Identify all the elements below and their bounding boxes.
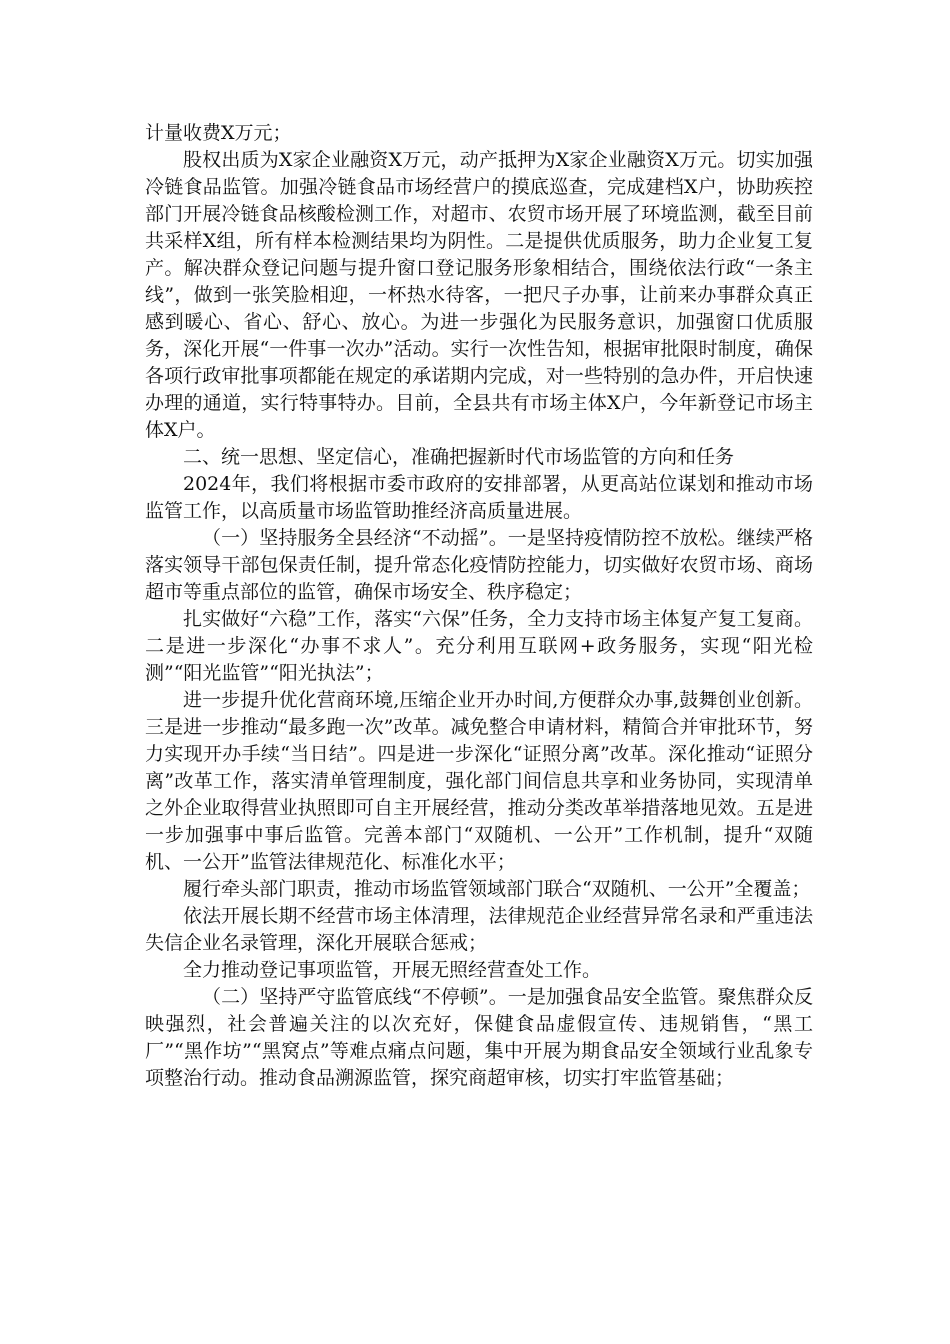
section-heading-two: 二、统一思想、坚定信心，准确把握新时代市场监管的方向和任务 (183, 446, 735, 468)
paragraph-inactive-entities: 依法开展长期不经营市场主体清理，法律规范企业经营异常名录和严重违法失信企业名录管理，深化开展联合惩戒； (145, 905, 813, 954)
paragraph-fee-closing: 计量收费Ⅹ万元； (145, 122, 292, 144)
paragraph-six-stabilities: 扎实做好“六稳”工作，落实“六保”任务，全力支持市场主体复产复工复商。二是进一步深化“办事不求人”。充分利用互联网+政务服务，实现“阳光检测”“阳光监管”“阳光执法”； (145, 608, 813, 684)
document-page (145, 120, 813, 1092)
paragraph-2024-plan: 2024年，我们将根据市委市政府的安排部署，从更高站位谋划和推动市场监管工作，以高质量市场监管助推经济高质量进展。 (145, 473, 813, 522)
paragraph-subsection-two: （二）坚持严守监管底线“不停顿”。一是加强食品安全监管。聚焦群众反映强烈，社会普遍关注的以次充好，保健食品虚假宣传、违规销售，“黑工厂”“黑作坊”“黑窝点”等难点痛点问题，集中开展为期食品安全领域行业乱象专项整治行动。推动食品溯源监管，探究商超审核，切实打牢监管基础； (145, 986, 813, 1089)
paragraph-business-environment: 进一步提升优化营商环境,压缩企业开办时间,方便群众办事,鼓舞创业创新。三是进一步推动“最多跑一次”改革。减免整合申请材料，精简合并审批环节，努力实现开办手续“当日结”。四是进一步深化“证照分离”改革。深化推动“证照分离”改革工作，落实清单管理制度，强化部门间信息共享和业务协同，实现清单之外企业取得营业执照即可自主开展经营，推动分类改革举措落地见效。五是进一步加强事中事后监管。完善本部门“双随机、一公开”工作机制，提升“双随机、一公开”监管法律规范化、标准化水平； (145, 689, 813, 873)
paragraph-registration-supervision: 全力推动登记事项监管，开展无照经营查处工作。 (183, 959, 602, 981)
paragraph-subsection-one: （一）坚持服务全县经济“不动摇”。一是坚持疫情防控不放松。继续严格落实领导干部包保责任制，提升常态化疫情防控能力，切实做好农贸市场、商场超市等重点部位的监管，确保市场安全、秩序稳定； (145, 527, 813, 603)
paragraph-equity-pledge: 股权出质为Ⅹ家企业融资Ⅹ万元，动产抵押为Ⅹ家企业融资Ⅹ万元。切实加强冷链食品监管。加强冷链食品市场经营户的摸底巡查，完成建档Ⅹ户，协助疾控部门开展冷链食品核酸检测工作，对超市、农贸市场开展了环境监测，截至目前共采样Ⅹ组，所有样本检测结果均为阴性。二是提供优质服务，助力企业复工复产。解决群众登记问题与提升窗口登记服务形象相结合，围绕依法行政“一条主线”，做到一张笑脸相迎，一杯热水待客，一把尺子办事，让前来办事群众真正感到暖心、省心、舒心、放心。为进一步强化为民服务意识，加强窗口优质服务，深化开展“一件事一次办”活动。实行一次性告知，根据审批限时制度，确保各项行政审批事项都能在规定的承诺期内完成，对一些特别的急办件，开启快速办理的通道，实行特事特办。目前，全县共有市场主体Ⅹ户，今年新登记市场主体Ⅹ户。 (145, 149, 813, 441)
paragraph-lead-department: 履行牵头部门职责，推动市场监管领域部门联合“双随机、一公开”全覆盖； (183, 878, 811, 900)
